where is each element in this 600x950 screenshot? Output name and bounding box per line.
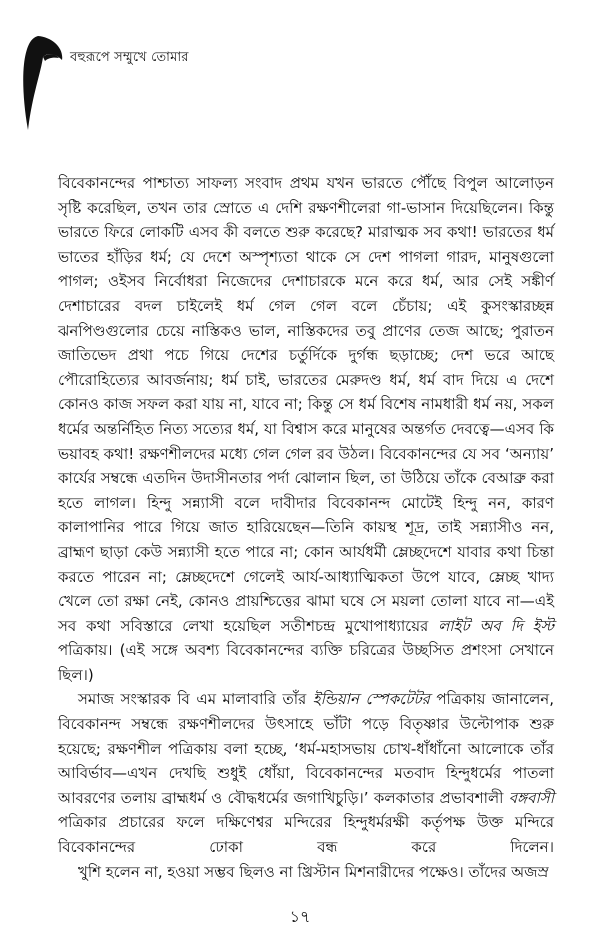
feather-ornament-icon bbox=[18, 34, 66, 134]
body-text bbox=[58, 171, 554, 884]
text-span: সমাজ সংস্কারক বি এম মালাবারি তাঁর bbox=[78, 690, 313, 709]
text-span: খুশি হলেন না, হওয়া সম্ভব ছিলও না খ্রিস্টান মিশনারীদের পক্ষেও। তাঁদের অজস্র bbox=[78, 862, 549, 881]
paragraph-1 bbox=[58, 171, 554, 687]
page-header bbox=[18, 34, 318, 134]
paragraph-2 bbox=[58, 687, 554, 859]
paragraph-3 bbox=[58, 860, 554, 885]
page-number: ১৭ bbox=[289, 907, 311, 926]
running-title: বহুরূপে সম্মুখে তোমার bbox=[70, 50, 189, 65]
italic-title: ইন্ডিয়ান স্পেকটেটর bbox=[312, 690, 430, 709]
italic-title: লাইট অব দি ইস্ট bbox=[438, 616, 554, 635]
text-span: পত্রিকায় জানালেন, বিবেকানন্দ সম্বন্ধে রক্ষণশীলদের উৎসাহে ভাঁটা পড়ে বিতৃষ্ণার উল্টোপাক শুরু হয়েছে; রক্ষণশীল পত্রিকায় বলা হচ্ছে, ‘ধর্ম-মহাসভায় চোখ-ধাঁধাঁনো আলোকে তাঁর আবির্ভাব—এখন দেখছি শুধুই ধোঁয়া, বিবেকানন্দের মতবাদ হিন্দুধর্মের পাতলা আবরণের তলায় ব্রাহ্মধর্ম ও বৌদ্ধধর্মের জগাখিচুড়ি।’ কলকাতার প্রভাবশালী bbox=[58, 690, 554, 807]
text-span: পত্রিকার প্রচারের ফলে দক্ষিণেশ্বর মন্দিরের হিন্দুধর্মরক্ষী কর্তৃপক্ষ উক্ত মন্দিরে বিবেকানন্দের ঢোকা বন্ধ করে দিলেন। bbox=[58, 813, 554, 857]
text-span: বিবেকানন্দের পাশ্চাত্য সাফল্য সংবাদ প্রথম যখন ভারতে পৌঁছে বিপুল আলোড়ন সৃষ্টি করেছিল, তখন তার স্রোতে এ দেশি রক্ষণশীলেরা গা-ভাসান দিয়েছিলেন। কিন্তু ভারতে ফিরে লোকটি এসব কী বলতে শুরু করেছে? মারাত্মক সব কথা! ভারতের ধর্ম ভাতের হাঁড়ির ধর্ম; যে দেশে অস্পৃশ্যতা থাকে সে দেশ পাগলা গারদ, মানুষগুলো পাগল; ওইসব নির্বোধরা নিজেদের দেশাচারকে মনে করে ধর্ম, আর সেই সঙ্কীর্ণ দেশাচারের বদল চাইলেই ধর্ম গেল গেল বলে চেঁচায়; এই কুসংস্কারচ্ছন্ন ঝনপিণ্ডগুলোর চেয়ে নাস্তিকও ভাল, নাস্তিকদের তবু প্রাণের তেজ আছে; পুরাতন জাতিভেদ প্রথা পচে গিয়ে দেশের চর্তুর্দিকে দুর্গন্ধ ছড়াচ্ছে; দেশ ভরে আছে পৌরোহিত্যের আবর্জনায়; ধর্ম চাই, ভারতের মেরুদণ্ড ধর্ম, ধর্ম বাদ দিয়ে এ দেশে কোনও কাজ সফল করা যায় না, যাবে না; কিন্তু সে ধর্ম বিশেষ নামধারী ধর্ম নয়, সকল ধর্মের অন্তর্নিহিত নিত্য সত্যের ধর্ম, যা বিশ্বাস করে মানুষের অন্তর্গত দেবত্বে—এসব কি ভয়াবহ কথা! রক্ষণশীলদের মধ্যে গেল গেল রব উঠল। বিবেকানন্দের যে সব ‘অন্যায়’ কার্যের সম্বন্ধে এতদিন উদাসীনতার পর্দা ঝোলান ছিল, তা উঠিয়ে তাঁকে বেআব্রু করা হতে লাগল। হিন্দু সন্ন্যাসী বলে দাবীদার বিবেকানন্দ মোটেই হিন্দু নন, কারণ কালাপানির পারে গিয়ে জাত হারিয়েছেন—তিনি কায়স্থ শূদ্র, তাই সন্ন্যাসীও নন, ব্রাহ্মণ ছাড়া কেউ সন্ন্যাসী হতে পারে না; কোন আর্যধর্মী ম্লেচ্ছদেশে যাবার কথা চিন্তা করতে পারেন না; ম্লেচ্ছদেশে গেলেই আর্য-আধ্যাত্মিকতা উপে যাবে, ম্লেচ্ছ খাদ্য খেলে তো রক্ষা নেই, কোনও প্রায়শ্চিত্তের ঝামা ঘষে সে ময়লা তোলা যাবে না—এই সব কথা সবিস্তারে লেখা হয়েছিল সতীশচন্দ্র মুখোপাধ্যায়ের bbox=[58, 174, 554, 635]
text-span: পত্রিকায়। (এই সঙ্গে অবশ্য বিবেকানন্দের ব্যক্তি চরিত্রের উচ্ছসিত প্রশংসা সেখানে ছিল।) bbox=[58, 641, 554, 684]
italic-title: বঙ্গবাসী bbox=[508, 788, 554, 807]
